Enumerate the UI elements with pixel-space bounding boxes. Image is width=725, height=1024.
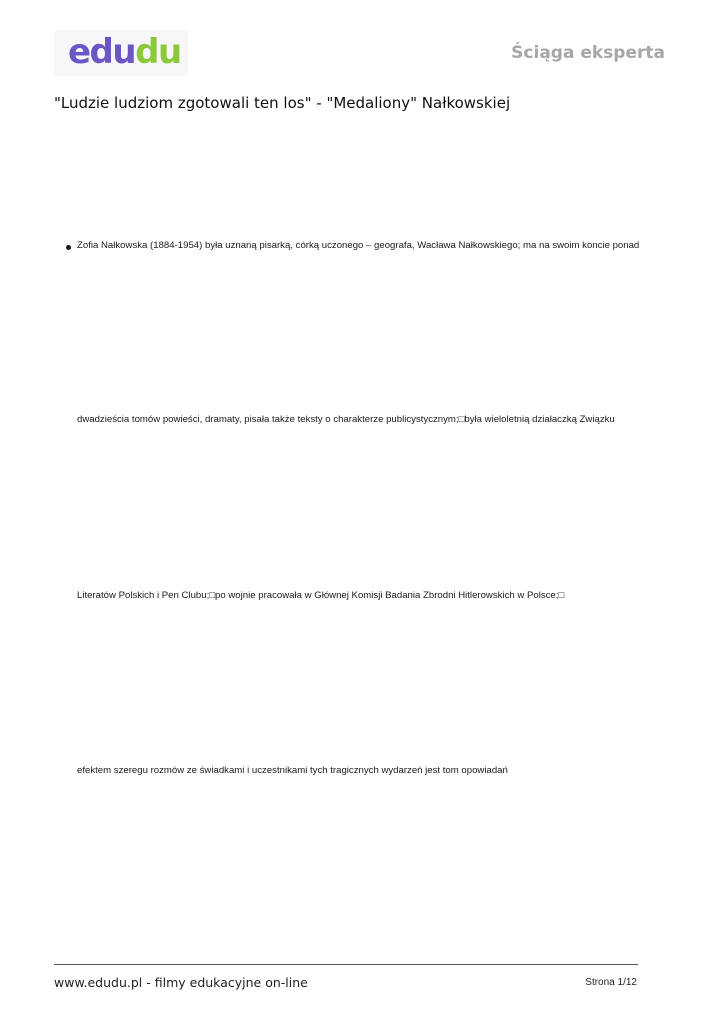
bullet-icon [66, 245, 71, 250]
header-tagline: Ściąga eksperta [511, 43, 665, 63]
page-number: Strona 1/12 [585, 977, 637, 988]
body-line-3: Literatów Polskich i Pen Clubu;□po wojnie pracowała w Głównej Komisji Badania Zbrodni Hitlerowskich w Polsce;□ [77, 590, 565, 601]
logo-part-edu: edu [68, 32, 136, 72]
body-line-2: dwadzieścia tomów powieści, dramaty, pisała także teksty o charakterze publicystycznym;□była wieloletnią działaczką Związku [77, 414, 615, 425]
body-line-1: Zofia Nałkowska (1884-1954) była uznaną pisarką, córką uczonego – geografa, Wacława Nałkowskiego; ma na swoim koncie ponad [77, 240, 640, 251]
logo-wordmark [68, 32, 181, 72]
footer-divider [54, 964, 638, 965]
edudu-logo[interactable] [54, 30, 188, 76]
footer-site-link[interactable]: www.edudu.pl - filmy edukacyjne on-line [54, 975, 308, 990]
logo-part-du: du [135, 32, 181, 72]
body-line-4: efektem szeregu rozmów ze świadkami i uczestnikami tych tragicznych wydarzeń jest tom opowiadań [77, 765, 508, 776]
document-title: "Ludzie ludziom zgotowali ten los" - "Medaliony" Nałkowskiej [54, 94, 511, 112]
